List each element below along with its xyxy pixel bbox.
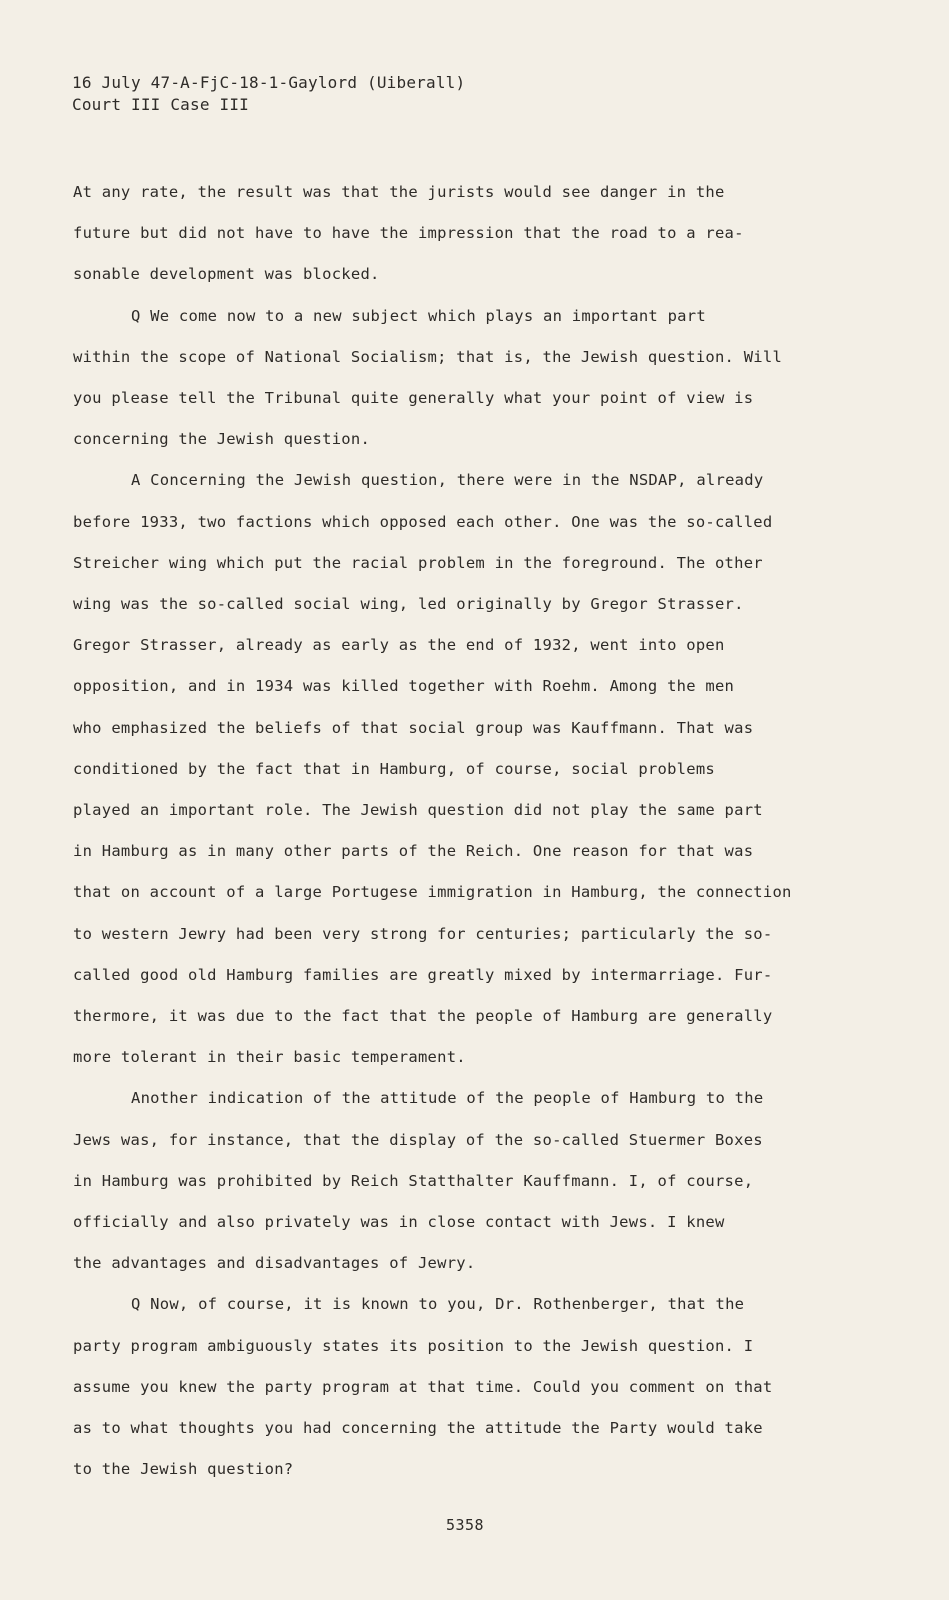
transcript-line: within the scope of National Socialism; that is, the Jewish question. Will: [73, 347, 783, 366]
transcript-line: Gregor Strasser, already as early as the end of 1932, went into open: [73, 636, 725, 655]
transcript-line: officially and also privately was in close contact with Jews. I knew: [73, 1213, 725, 1232]
transcript-line: assume you knew the party program at that time. Could you comment on that: [73, 1377, 773, 1396]
transcript-line: to western Jewry had been very strong for centuries; particularly the so-: [73, 924, 773, 943]
answer-line: A Concerning the Jewish question, there were in the NSDAP, already: [131, 471, 764, 490]
transcript-line: in Hamburg was prohibited by Reich Statthalter Kauffmann. I, of course,: [73, 1171, 754, 1190]
transcript-line: who emphasized the beliefs of that social group was Kauffmann. That was: [73, 718, 754, 737]
transcript-line: Jews was, for instance, that the display of the so-called Stuermer Boxes: [73, 1130, 763, 1149]
transcript-line: wing was the so-called social wing, led originally by Gregor Strasser.: [73, 595, 744, 614]
transcript-body: [73, 172, 843, 1491]
transcript-line: opposition, and in 1934 was killed together with Roehm. Among the men: [73, 677, 735, 696]
header-court-line: Court III Case III: [72, 95, 249, 114]
transcript-line: the advantages and disadvantages of Jewry.: [73, 1254, 476, 1273]
paragraph-start-line: Another indication of the attitude of the people of Hamburg to the: [131, 1089, 764, 1108]
transcript-line: future but did not have to have the impression that the road to a rea-: [73, 224, 744, 243]
transcript-line: in Hamburg as in many other parts of the Reich. One reason for that was: [73, 842, 754, 861]
transcript-line: party program ambiguously states its position to the Jewish question. I: [73, 1336, 754, 1355]
transcript-line: called good old Hamburg families are greatly mixed by intermarriage. Fur-: [73, 965, 773, 984]
transcript-line: played an important role. The Jewish question did not play the same part: [73, 801, 763, 820]
transcript-line: concerning the Jewish question.: [73, 430, 371, 449]
transcript-line: At any rate, the result was that the jurists would see danger in the: [73, 183, 725, 201]
transcript-line: Streicher wing which put the racial problem in the foreground. The other: [73, 553, 763, 572]
transcript-line: thermore, it was due to the fact that the people of Hamburg are generally: [73, 1007, 773, 1026]
page-number: 5358: [445, 1516, 485, 1534]
transcript-line: conditioned by the fact that in Hamburg, of course, social problems: [73, 759, 715, 778]
transcript-line: you please tell the Tribunal quite generally what your point of view is: [73, 389, 754, 408]
transcript-line: as to what thoughts you had concerning the attitude the Party would take: [73, 1419, 763, 1438]
transcript-line: that on account of a large Portugese immigration in Hamburg, the connection: [73, 883, 792, 902]
transcript-line: sonable development was blocked.: [73, 265, 380, 284]
transcript-line: more tolerant in their basic temperament.: [73, 1048, 466, 1067]
question-line: Q We come now to a new subject which plays an important part: [131, 306, 706, 325]
transcript-line: to the Jewish question?: [73, 1460, 294, 1479]
transcript-line: before 1933, two factions which opposed each other. One was the so-called: [73, 512, 773, 531]
document-header: [72, 72, 465, 116]
header-session-line: 16 July 47-A-FjC-18-1-Gaylord (Uiberall): [72, 73, 466, 92]
question-line: Q Now, of course, it is known to you, Dr. Rothenberger, that the: [131, 1295, 745, 1314]
